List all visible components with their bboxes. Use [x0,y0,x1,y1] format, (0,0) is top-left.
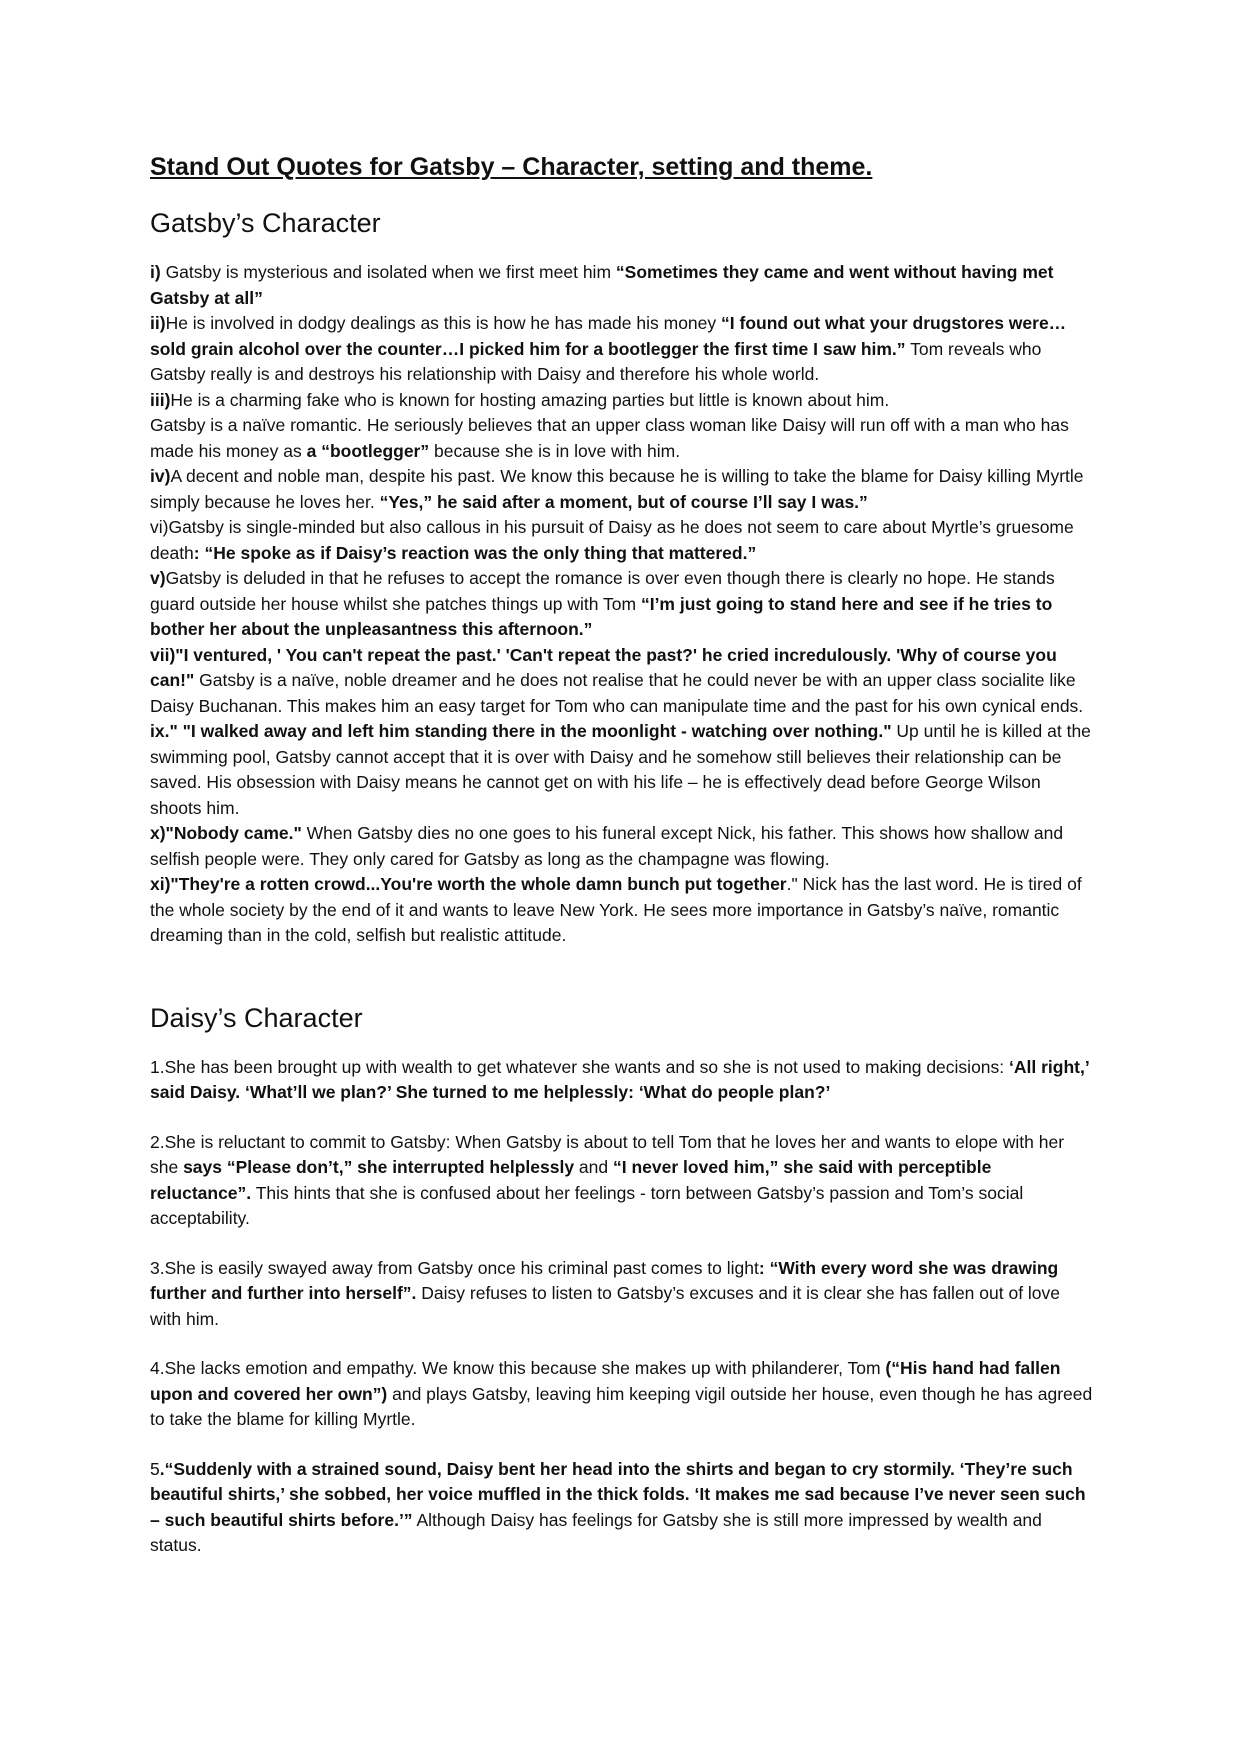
body-text: 2.She is reluctant to commit to Gatsby: When Gatsby is about to tell Tom that he loves her and wants to elope with her she [150,1131,1065,1177]
body-text: When Gatsby dies no one goes to his funeral except Nick, his father. This shows how shallow and selfish people were. They only cared for Gatsby as long as the champagne was flowing. [150,823,1064,869]
daisy-paragraph [150,1256,1095,1333]
quote-text: ix." "I walked away and left him standing there in the moonlight - watching over nothing." [150,721,892,741]
body-text: This hints that she is confused about her feelings - torn between Gatsby’s passion and Tom’s social acceptability. [150,1182,1024,1228]
body-text: Gatsby is deluded in that he refuses to accept the romance is over even though there is clearly no hope. He stands guard outside her house whilst she patches things up with Tom [150,568,1055,614]
gatsby-paragraph [150,413,1095,464]
quote-text: v) [150,568,166,588]
quote-text: “Yes,” he said after a moment, but of course I’ll say I was.” [379,491,868,512]
quote-text: “I found out what your drugstores were…sold grain alcohol over the counter…I picked him for a bootlegger the first time I saw him.” [150,313,1067,359]
quote-text: : “With every word she was drawing further and further into herself”. [150,1257,1059,1303]
daisy-section-body [150,1055,1095,1559]
daisy-paragraph [150,1130,1095,1232]
quote-text: x)"Nobody came." [150,823,302,843]
gatsby-section-body [150,260,1095,949]
quote-text: : “He spoke as if Daisy’s reaction was the only thing that mattered.” [193,542,757,563]
body-text: Although Daisy has feelings for Gatsby she is still more impressed by wealth and status. [150,1509,1042,1555]
body-text: He is a charming fake who is known for hosting amazing parties but little is known about him. [170,389,890,410]
daisy-paragraph [150,1055,1095,1106]
gatsby-paragraph [150,311,1095,388]
gatsby-paragraph [150,515,1095,566]
body-text: Tom reveals who Gatsby really is and destroys his relationship with Daisy and therefore his whole world. [150,338,1042,384]
body-text: Gatsby is a naïve romantic. He seriously believes that an upper class woman like Daisy will run off with a man who has made his money as [150,415,1069,461]
body-text: ." Nick has the last word. He is tired of the whole society by the end of it and wants to leave New York. He sees more importance in Gatsby’s naïve, romantic dreaming than in the cold, selfish but realistic attitude. [150,874,1082,945]
quote-text: xi)"They're a rotten crowd...You're worth the whole damn bunch put together [150,874,787,894]
daisy-paragraph [150,1356,1095,1433]
body-text: Up until he is killed at the swimming pool, Gatsby cannot accept that it is over with Daisy and he somehow still believes their relationship can be saved. His obsession with Daisy means he cannot get on with his life – he is effectively dead before George Wilson shoots him. [150,721,1091,818]
body-text: and plays Gatsby, leaving him keeping vigil outside her house, even though he has agreed to take the blame for killing Myrtle. [150,1383,1093,1429]
quote-text: .“Suddenly with a strained sound, Daisy bent her head into the shirts and began to cry stormily. ‘They’re such beautiful shirts,’ she sobbed, her voice muffled in the thick folds. ‘It makes me sad because I’ve never seen such – such beautiful shirts before.’” [150,1458,1086,1530]
body-text: 4.She lacks emotion and empathy. We know this because she makes up with philanderer, Tom [150,1358,886,1378]
quote-text: “I never loved him,” she said with perceptible reluctance”. [150,1157,992,1203]
body-text: Gatsby is mysterious and isolated when we first meet him [160,262,616,282]
body-text: because she is in love with him. [429,440,681,461]
gatsby-paragraph [150,388,1095,414]
body-text: vi)Gatsby is single-minded but also callous in his pursuit of Daisy as he does not seem to care about Myrtle’s gruesome death [150,517,1074,563]
body-text: Gatsby is a naïve, noble dreamer and he does not realise that he could never be with an upper class socialite like Daisy Buchanan. This makes him an easy target for Tom who can manipulate time and the past for his own cynical ends. [150,670,1084,716]
gatsby-paragraph [150,821,1095,872]
quote-text: i) [150,262,161,282]
quote-text: vii)"I ventured, ' You can't repeat the past.' 'Can't repeat the past?' he cried incredulously. 'Why of course you can!" [150,644,1057,690]
gatsby-section-heading: Gatsby’s Character [150,208,381,238]
gatsby-paragraph [150,260,1095,311]
gatsby-paragraph [150,719,1095,821]
quote-text: iv) [150,466,171,486]
document-content [150,150,1095,1583]
quote-text: (“His hand had fallen upon and covered her own”) [150,1358,1061,1404]
gatsby-paragraph [150,464,1095,515]
body-text: He is involved in dodgy dealings as this is how he has made his money [165,313,722,333]
body-text: 3.She is easily swayed away from Gatsby once his criminal past comes to light [150,1257,759,1278]
body-text: 1.She has been brought up with wealth to get whatever she wants and so she is not used to making decisions: [150,1056,1010,1077]
quote-text: “Sometimes they came and went without having met Gatsby at all” [150,262,1054,308]
gatsby-paragraph [150,872,1095,949]
daisy-section-heading: Daisy’s Character [150,1002,363,1033]
body-text: A decent and noble man, despite his past. We know this because he is willing to take the blame for Daisy killing Myrtle simply because he loves her. [150,466,1084,512]
quote-text: ‘All right,’ said Daisy. ‘What’ll we plan?’ She turned to me helplessly: ‘What do people plan?’ [150,1056,1089,1102]
quote-text: “I’m just going to stand here and see if he tries to bother her about the unpleasantness this afternoon.” [150,593,1053,639]
document-title: Stand Out Quotes for Gatsby – Character, setting and theme. [150,153,873,181]
quote-text: iii) [150,389,171,410]
gatsby-paragraph [150,566,1095,643]
quote-text: a “bootlegger” [306,440,430,461]
quote-text: ii) [150,313,166,333]
body-text: Daisy refuses to listen to Gatsby’s excuses and it is clear she has fallen out of love with him. [150,1283,1061,1329]
body-text: 5 [150,1458,160,1479]
gatsby-paragraph [150,643,1095,720]
daisy-paragraph [150,1457,1095,1559]
quote-text: says “Please don’t,” she interrupted helplessly [183,1157,575,1177]
body-text: and [574,1157,613,1177]
